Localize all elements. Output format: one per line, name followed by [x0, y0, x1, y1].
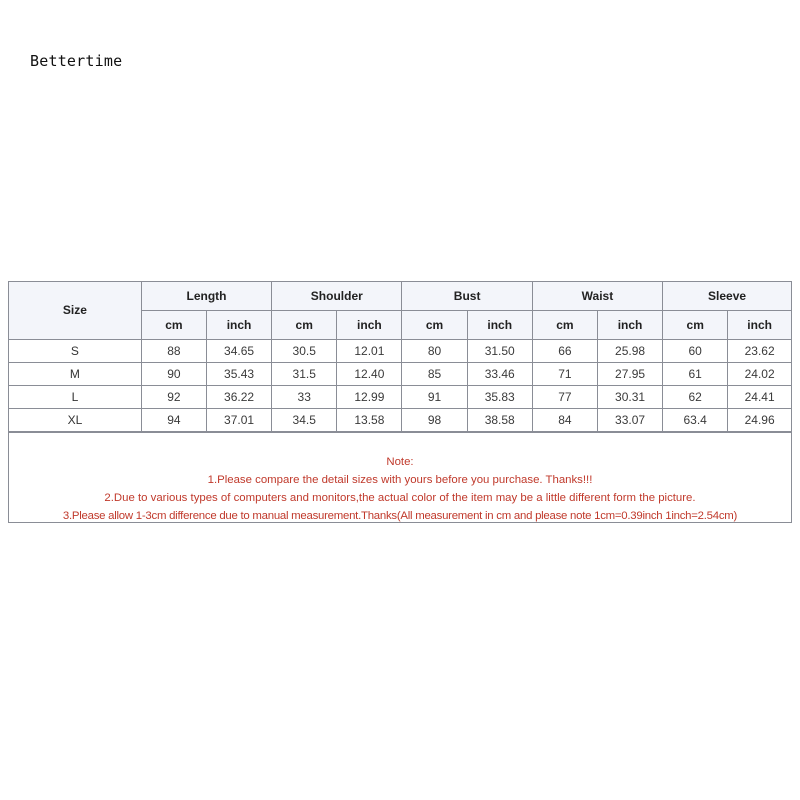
- table-cell: 34.5: [272, 408, 337, 431]
- table-cell: 80: [402, 339, 467, 362]
- table-cell: 38.58: [467, 408, 532, 431]
- notes: [9, 432, 791, 522]
- unit-inch: inch: [467, 310, 532, 339]
- table-cell: 33.07: [597, 408, 662, 431]
- table-cell: 24.41: [728, 385, 791, 408]
- unit-inch: inch: [597, 310, 662, 339]
- unit-inch: inch: [728, 310, 791, 339]
- table-cell: 90: [141, 362, 206, 385]
- table-cell: 25.98: [597, 339, 662, 362]
- note-line-3: 3.Please allow 1-3cm difference due to manual measurement.Thanks(All measurement in cm and please note 1cm=0.39inch 1inch=2.54cm): [62, 510, 738, 523]
- table-cell: 12.40: [337, 362, 402, 385]
- table-cell: 12.01: [337, 339, 402, 362]
- table-cell: 33: [272, 385, 337, 408]
- table-cell: 63.4: [663, 408, 728, 431]
- table-cell: 23.62: [728, 339, 791, 362]
- brand-name: Bettertime: [30, 52, 123, 70]
- table-cell: 31.5: [272, 362, 337, 385]
- size-header: Size: [9, 282, 141, 339]
- table-cell: 36.22: [206, 385, 271, 408]
- unit-inch: inch: [337, 310, 402, 339]
- unit-cm: cm: [141, 310, 206, 339]
- header-bust: Bust: [402, 282, 532, 310]
- table-cell: 27.95: [597, 362, 662, 385]
- table-cell: 77: [532, 385, 597, 408]
- table-cell: 34.65: [206, 339, 271, 362]
- size-label: L: [9, 385, 141, 408]
- unit-inch: inch: [206, 310, 271, 339]
- unit-cm: cm: [532, 310, 597, 339]
- table-cell: 24.96: [728, 408, 791, 431]
- note-line-1: 1.Please compare the detail sizes with yours before you purchase. Thanks!!!: [207, 473, 593, 486]
- unit-cm: cm: [402, 310, 467, 339]
- table-cell: 60: [663, 339, 728, 362]
- table-cell: 24.02: [728, 362, 791, 385]
- table-cell: 85: [402, 362, 467, 385]
- size-label: S: [9, 339, 141, 362]
- table-cell: 66: [532, 339, 597, 362]
- table-cell: 35.83: [467, 385, 532, 408]
- header-length: Length: [141, 282, 271, 310]
- unit-cm: cm: [663, 310, 728, 339]
- table-cell: 61: [663, 362, 728, 385]
- header-waist: Waist: [532, 282, 662, 310]
- table-row: [9, 362, 791, 385]
- size-label: M: [9, 362, 141, 385]
- table-cell: 30.31: [597, 385, 662, 408]
- table-cell: 91: [402, 385, 467, 408]
- table-cell: 30.5: [272, 339, 337, 362]
- table-cell: 92: [141, 385, 206, 408]
- table-cell: 71: [532, 362, 597, 385]
- table-cell: 37.01: [206, 408, 271, 431]
- table-cell: 35.43: [206, 362, 271, 385]
- table-cell: 12.99: [337, 385, 402, 408]
- table-cell: 33.46: [467, 362, 532, 385]
- table-row: [9, 408, 791, 431]
- size-label: XL: [9, 408, 141, 431]
- size-rows: [9, 339, 791, 431]
- table-cell: 98: [402, 408, 467, 431]
- table-row: [9, 385, 791, 408]
- size-table: [9, 282, 791, 432]
- header-sleeve: Sleeve: [663, 282, 791, 310]
- table-cell: 31.50: [467, 339, 532, 362]
- header-shoulder: Shoulder: [272, 282, 402, 310]
- table-cell: 62: [663, 385, 728, 408]
- note-title: Note:: [386, 455, 414, 468]
- size-chart: [8, 281, 792, 523]
- table-cell: 88: [141, 339, 206, 362]
- note-line-2: 2.Due to various types of computers and monitors,the actual color of the item may be a little different form the picture.: [104, 492, 696, 505]
- table-cell: 13.58: [337, 408, 402, 431]
- table-cell: 84: [532, 408, 597, 431]
- table-row: [9, 339, 791, 362]
- unit-cm: cm: [272, 310, 337, 339]
- table-cell: 94: [141, 408, 206, 431]
